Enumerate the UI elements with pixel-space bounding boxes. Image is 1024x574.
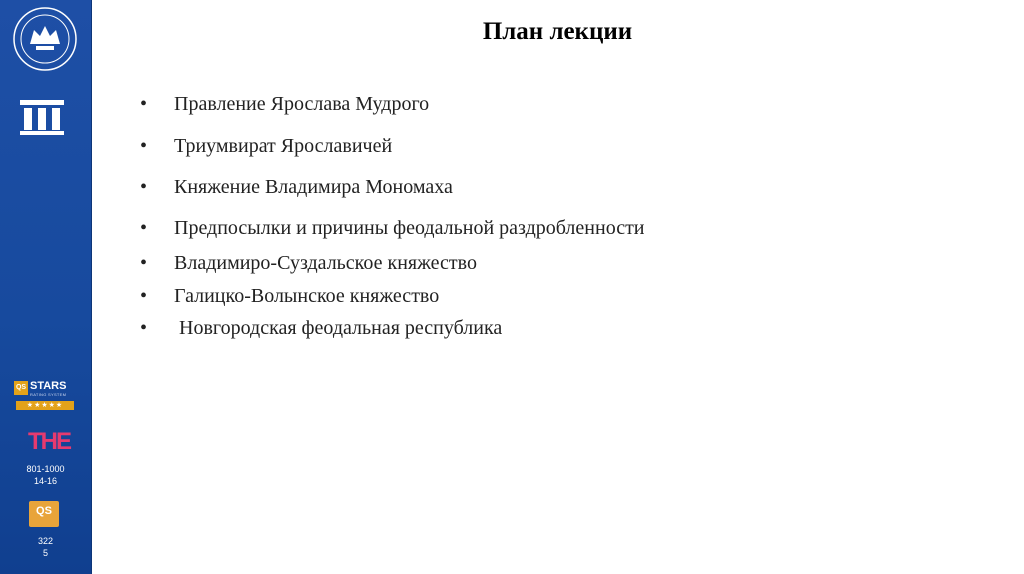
the-rank-line2: 14-16: [33, 476, 58, 486]
the-ranking-logo: THE: [28, 428, 70, 455]
stars-rating: ★★★★★: [16, 401, 74, 410]
outline-item-text: Правление Ярослава Мудрого: [174, 93, 430, 115]
bullet-marker: •: [140, 217, 148, 239]
column-emblem-icon: [18, 98, 66, 136]
qs-rank-line1: 322: [37, 536, 54, 546]
university-seal-logo: [12, 6, 78, 72]
slide-title: План лекции: [482, 18, 633, 45]
qs-ranking-logo: QS: [29, 501, 59, 527]
bullet-marker: •: [140, 176, 148, 198]
qs-stars-badge: [14, 381, 76, 411]
outline-item-text: Княжение Владимира Мономаха: [174, 176, 453, 198]
the-rank-line1: 801-1000: [26, 464, 65, 474]
bullet-marker: •: [140, 285, 148, 307]
the-ranking-text: [0, 463, 91, 487]
outline-item-text: Галицко-Волынское княжество: [174, 285, 440, 307]
bullet-marker: •: [140, 317, 148, 339]
outline-item-text: Триумвират Ярославичей: [174, 135, 393, 157]
outline-item-text: Новгородская феодальная республика: [174, 317, 503, 339]
outline-item-text: Владимиро-Суздальское княжество: [174, 252, 477, 274]
stars-label: STARS: [30, 380, 67, 392]
outline-item-text: Предпосылки и причины феодальной раздробленности: [174, 217, 645, 239]
qs-ranking-text: [0, 535, 91, 559]
bullet-marker: •: [140, 252, 148, 274]
bullet-marker: •: [140, 135, 148, 157]
sidebar: [0, 0, 92, 574]
qs-stars-box: QS: [14, 381, 28, 395]
bullet-marker: •: [140, 93, 148, 115]
qs-rank-line2: 5: [42, 548, 48, 558]
stars-sublabel: RATING SYSTEM: [30, 392, 67, 397]
